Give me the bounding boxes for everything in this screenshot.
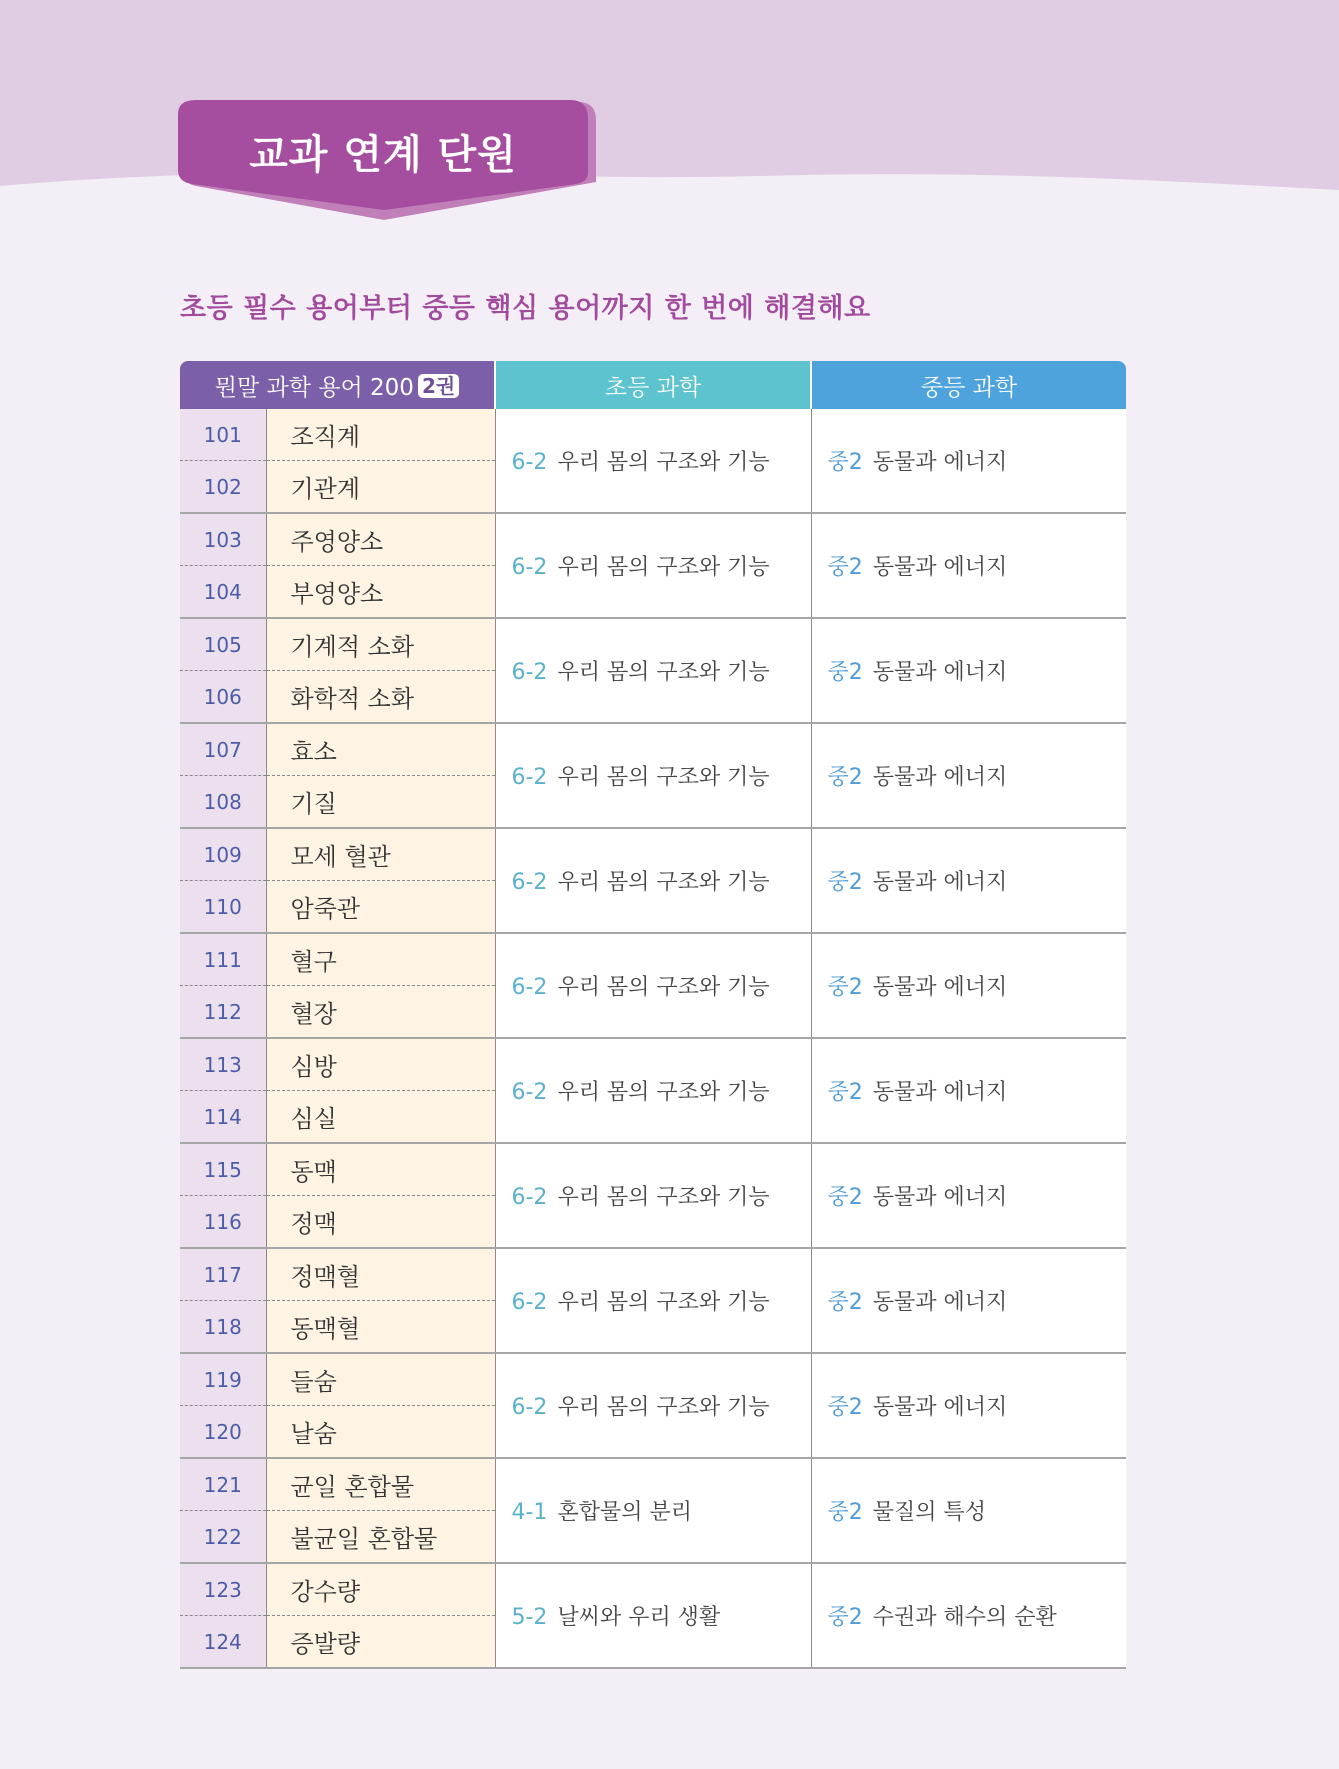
elementary-unit: 우리 몸의 구조와 기능 [557, 1290, 770, 1315]
term-name: 효소 [266, 723, 495, 776]
term-name: 기관계 [266, 461, 495, 514]
elementary-code: 4-1 [511, 1500, 548, 1525]
elementary-unit: 혼합물의 분리 [557, 1500, 692, 1525]
middle-unit: 동물과 에너지 [872, 450, 1008, 475]
middle-unit: 동물과 에너지 [872, 1080, 1008, 1105]
elementary-code: 6-2 [511, 450, 548, 475]
elementary-unit-cell [495, 828, 811, 933]
term-name: 심실 [266, 1091, 495, 1144]
elementary-code: 6-2 [511, 1395, 548, 1420]
table-row [180, 409, 1126, 461]
table-row [180, 1038, 1126, 1091]
term-name: 암죽관 [266, 881, 495, 934]
term-name: 불균일 혼합물 [266, 1511, 495, 1564]
table-row [180, 828, 1126, 881]
volume-badge: 2권 [418, 374, 459, 398]
middle-unit: 물질의 특성 [872, 1500, 987, 1525]
middle-code: 중2 [827, 765, 863, 790]
elementary-unit: 우리 몸의 구조와 기능 [557, 765, 770, 790]
term-number: 124 [180, 1616, 266, 1669]
middle-unit: 동물과 에너지 [872, 555, 1008, 580]
elementary-code: 6-2 [511, 975, 548, 1000]
term-name: 증발량 [266, 1616, 495, 1669]
table-row [180, 618, 1126, 671]
term-name: 부영양소 [266, 566, 495, 619]
table-row [180, 1353, 1126, 1406]
term-name: 동맥혈 [266, 1301, 495, 1354]
term-number: 109 [180, 828, 266, 881]
middle-unit-cell [811, 1458, 1126, 1563]
term-number: 101 [180, 409, 266, 461]
header-elementary: 초등 과학 [495, 361, 811, 409]
table-row [180, 933, 1126, 986]
table-row [180, 513, 1126, 566]
middle-code: 중2 [827, 870, 863, 895]
middle-code: 중2 [827, 1605, 863, 1630]
table-row [180, 1563, 1126, 1616]
term-name: 동맥 [266, 1143, 495, 1196]
banner-title: 교과 연계 단원 [249, 131, 517, 178]
table-header-row [180, 361, 1126, 409]
curriculum-table [180, 361, 1126, 1669]
term-name: 정맥혈 [266, 1248, 495, 1301]
term-name: 강수량 [266, 1563, 495, 1616]
table-row [180, 723, 1126, 776]
elementary-code: 6-2 [511, 870, 548, 895]
elementary-unit: 우리 몸의 구조와 기능 [557, 1080, 770, 1105]
elementary-unit: 우리 몸의 구조와 기능 [557, 1395, 770, 1420]
elementary-unit-cell [495, 1248, 811, 1353]
middle-unit-cell [811, 828, 1126, 933]
term-number: 122 [180, 1511, 266, 1564]
term-number: 103 [180, 513, 266, 566]
term-name: 혈장 [266, 986, 495, 1039]
header-book-label: 뭔말 과학 용어 200 [214, 374, 414, 401]
middle-code: 중2 [827, 1395, 863, 1420]
middle-code: 중2 [827, 555, 863, 580]
elementary-unit: 우리 몸의 구조와 기능 [557, 870, 770, 895]
table-row [180, 1248, 1126, 1301]
term-number: 120 [180, 1406, 266, 1459]
middle-unit-cell [811, 1038, 1126, 1143]
middle-unit: 동물과 에너지 [872, 1290, 1008, 1315]
term-number: 108 [180, 776, 266, 829]
header-book [180, 361, 495, 409]
term-number: 123 [180, 1563, 266, 1616]
term-name: 모세 혈관 [266, 828, 495, 881]
elementary-unit-cell [495, 1353, 811, 1458]
elementary-code: 6-2 [511, 555, 548, 580]
page-subtitle: 초등 필수 용어부터 중등 핵심 용어까지 한 번에 해결해요 [180, 293, 871, 324]
elementary-unit: 우리 몸의 구조와 기능 [557, 1185, 770, 1210]
elementary-unit-cell [495, 723, 811, 828]
elementary-code: 6-2 [511, 1290, 548, 1315]
term-name: 혈구 [266, 933, 495, 986]
table-row [180, 1143, 1126, 1196]
elementary-code: 6-2 [511, 660, 548, 685]
elementary-unit-cell [495, 1038, 811, 1143]
elementary-unit-cell [495, 618, 811, 723]
term-name: 균일 혼합물 [266, 1458, 495, 1511]
term-number: 114 [180, 1091, 266, 1144]
term-number: 119 [180, 1353, 266, 1406]
term-number: 117 [180, 1248, 266, 1301]
elementary-unit-cell [495, 409, 811, 513]
term-name: 주영양소 [266, 513, 495, 566]
header-middle: 중등 과학 [811, 361, 1126, 409]
elementary-unit-cell [495, 1563, 811, 1668]
middle-unit-cell [811, 723, 1126, 828]
middle-code: 중2 [827, 975, 863, 1000]
middle-unit-cell [811, 1353, 1126, 1458]
term-number: 118 [180, 1301, 266, 1354]
term-number: 110 [180, 881, 266, 934]
term-number: 113 [180, 1038, 266, 1091]
term-name: 조직계 [266, 409, 495, 461]
middle-unit-cell [811, 1563, 1126, 1668]
elementary-unit-cell [495, 1143, 811, 1248]
term-name: 정맥 [266, 1196, 495, 1249]
elementary-unit: 우리 몸의 구조와 기능 [557, 450, 770, 475]
middle-code: 중2 [827, 1290, 863, 1315]
middle-unit: 수권과 해수의 순환 [872, 1605, 1057, 1630]
elementary-unit: 우리 몸의 구조와 기능 [557, 555, 770, 580]
elementary-unit-cell [495, 513, 811, 618]
term-number: 107 [180, 723, 266, 776]
term-name: 기계적 소화 [266, 618, 495, 671]
middle-unit-cell [811, 1143, 1126, 1248]
middle-unit-cell [811, 933, 1126, 1038]
elementary-unit: 우리 몸의 구조와 기능 [557, 975, 770, 1000]
elementary-code: 6-2 [511, 1185, 548, 1210]
term-number: 115 [180, 1143, 266, 1196]
middle-unit-cell [811, 1248, 1126, 1353]
middle-code: 중2 [827, 1080, 863, 1105]
middle-code: 중2 [827, 1185, 863, 1210]
term-number: 121 [180, 1458, 266, 1511]
elementary-unit-cell [495, 1458, 811, 1563]
elementary-unit: 날씨와 우리 생활 [557, 1605, 721, 1630]
term-number: 111 [180, 933, 266, 986]
term-name: 화학적 소화 [266, 671, 495, 724]
middle-unit: 동물과 에너지 [872, 765, 1008, 790]
middle-unit: 동물과 에너지 [872, 870, 1008, 895]
term-number: 104 [180, 566, 266, 619]
term-name: 날숨 [266, 1406, 495, 1459]
middle-code: 중2 [827, 660, 863, 685]
term-name: 심방 [266, 1038, 495, 1091]
elementary-code: 5-2 [511, 1605, 548, 1630]
middle-unit: 동물과 에너지 [872, 1185, 1008, 1210]
term-name: 기질 [266, 776, 495, 829]
elementary-code: 6-2 [511, 765, 548, 790]
elementary-code: 6-2 [511, 1080, 548, 1105]
term-number: 102 [180, 461, 266, 514]
table-row [180, 1458, 1126, 1511]
middle-unit: 동물과 에너지 [872, 1395, 1008, 1420]
term-number: 105 [180, 618, 266, 671]
middle-unit-cell [811, 513, 1126, 618]
middle-unit: 동물과 에너지 [872, 660, 1008, 685]
middle-unit-cell [811, 409, 1126, 513]
table-body [180, 409, 1126, 1668]
term-number: 116 [180, 1196, 266, 1249]
middle-unit: 동물과 에너지 [872, 975, 1008, 1000]
term-name: 들숨 [266, 1353, 495, 1406]
elementary-unit: 우리 몸의 구조와 기능 [557, 660, 770, 685]
middle-code: 중2 [827, 1500, 863, 1525]
middle-code: 중2 [827, 450, 863, 475]
elementary-unit-cell [495, 933, 811, 1038]
middle-unit-cell [811, 618, 1126, 723]
term-number: 112 [180, 986, 266, 1039]
term-number: 106 [180, 671, 266, 724]
